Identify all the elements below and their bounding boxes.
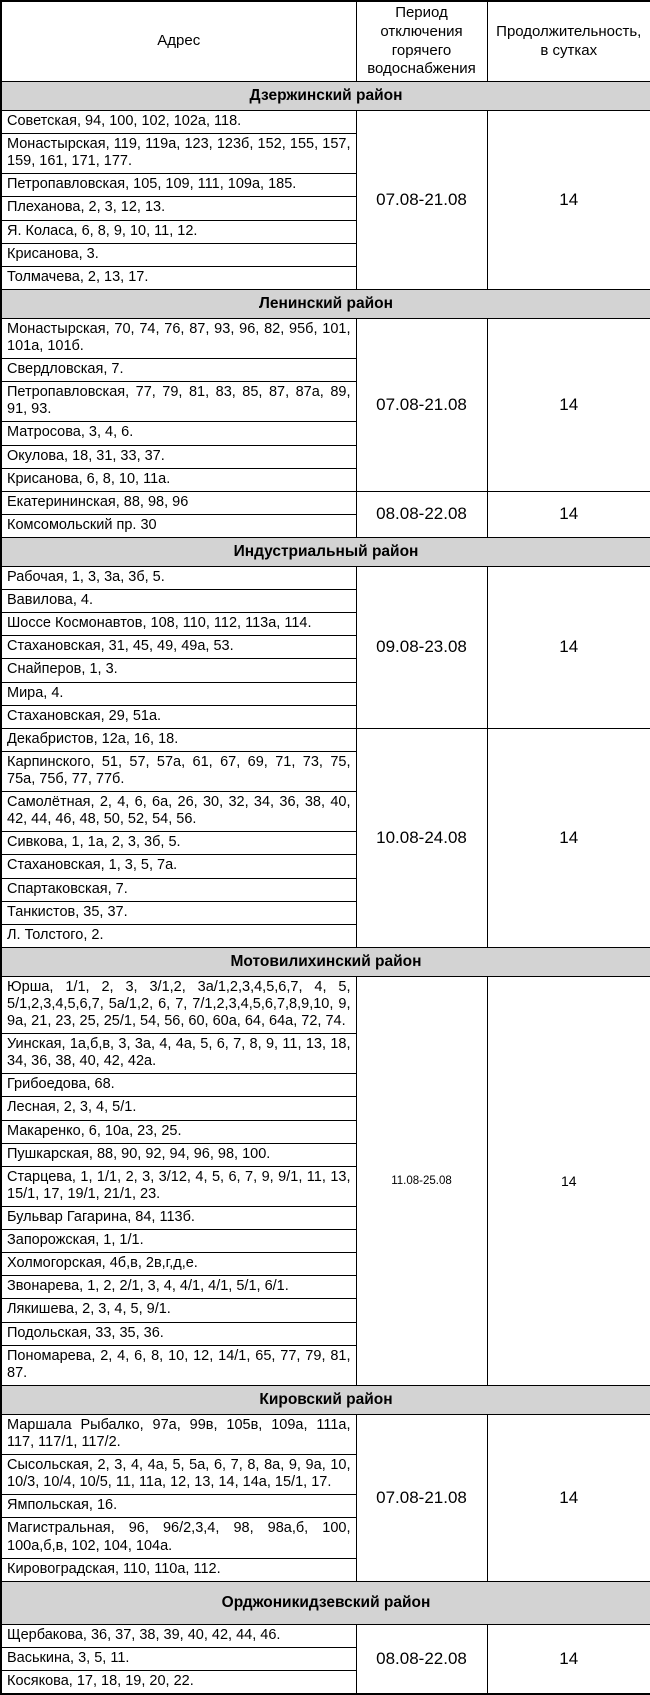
- period-cell: 09.08-23.08: [356, 566, 487, 728]
- column-header-duration: Продолжительность, в сутках: [487, 1, 650, 82]
- address-cell: Монастырская, 70, 74, 76, 87, 93, 96, 82, 95б, 101, 101а, 101б.: [1, 318, 356, 358]
- address-cell: Вавилова, 4.: [1, 590, 356, 613]
- period-cell: 08.08-22.08: [356, 1624, 487, 1694]
- address-cell: Кировоградская, 110, 110а, 112.: [1, 1558, 356, 1581]
- address-cell: Толмачева, 2, 13, 17.: [1, 266, 356, 289]
- address-cell: Плеханова, 2, 3, 12, 13.: [1, 197, 356, 220]
- address-cell: Звонарева, 1, 2, 2/1, 3, 4, 4/1, 4/1, 5/1, 6/1.: [1, 1276, 356, 1299]
- duration-cell: 14: [487, 728, 650, 947]
- period-cell: 11.08-25.08: [356, 976, 487, 1385]
- address-cell: Декабристов, 12а, 16, 18.: [1, 728, 356, 751]
- duration-cell: 14: [487, 1624, 650, 1694]
- address-cell: Ямпольская, 16.: [1, 1495, 356, 1518]
- address-cell: Свердловская, 7.: [1, 359, 356, 382]
- address-cell: Монастырская, 119, 119а, 123, 123б, 152, 155, 157, 159, 161, 171, 177.: [1, 134, 356, 174]
- address-cell: Макаренко, 6, 10а, 23, 25.: [1, 1120, 356, 1143]
- address-row: [1, 728, 650, 751]
- address-cell: Карпинского, 51, 57, 57а, 61, 67, 69, 71, 73, 75, 75а, 75б, 77, 77б.: [1, 751, 356, 791]
- address-row: [1, 976, 650, 1033]
- address-cell: Стахановская, 29, 51а.: [1, 705, 356, 728]
- duration-cell: 14: [487, 491, 650, 537]
- address-cell: Рабочая, 1, 3, 3а, 3б, 5.: [1, 566, 356, 589]
- section-band-row: [1, 82, 650, 111]
- address-row: [1, 318, 650, 358]
- section-header: Кировский район: [1, 1385, 650, 1414]
- address-cell: Петропавловская, 77, 79, 81, 83, 85, 87, 87а, 89, 91, 93.: [1, 382, 356, 422]
- duration-cell: 14: [487, 318, 650, 491]
- duration-cell: 14: [487, 976, 650, 1385]
- address-cell: Спартаковская, 7.: [1, 878, 356, 901]
- address-cell: Пономарева, 2, 4, 6, 8, 10, 12, 14/1, 65, 77, 79, 81, 87.: [1, 1345, 356, 1385]
- duration-cell: 14: [487, 566, 650, 728]
- period-cell: 07.08-21.08: [356, 318, 487, 491]
- address-cell: Окулова, 18, 31, 33, 37.: [1, 445, 356, 468]
- address-cell: Стахановская, 1, 3, 5, 7а.: [1, 855, 356, 878]
- address-cell: Петропавловская, 105, 109, 111, 109а, 185.: [1, 174, 356, 197]
- duration-cell: 14: [487, 1414, 650, 1581]
- address-cell: Щербакова, 36, 37, 38, 39, 40, 42, 44, 46.: [1, 1624, 356, 1647]
- period-cell: 10.08-24.08: [356, 728, 487, 947]
- address-row: [1, 1414, 650, 1454]
- address-cell: Крисанова, 6, 8, 10, 11а.: [1, 468, 356, 491]
- address-cell: Старцева, 1, 1/1, 2, 3, 3/12, 4, 5, 6, 7, 9, 9/1, 11, 13, 15/1, 17, 19/1, 21/1, 23.: [1, 1166, 356, 1206]
- address-cell: Комсомольский пр. 30: [1, 514, 356, 537]
- section-header: Дзержинский район: [1, 82, 650, 111]
- section-header: Орджоникидзевский район: [1, 1581, 650, 1624]
- address-cell: Матросова, 3, 4, 6.: [1, 422, 356, 445]
- address-cell: Екатерининская, 88, 98, 96: [1, 491, 356, 514]
- address-cell: Снайперов, 1, 3.: [1, 659, 356, 682]
- section-band-row: [1, 1581, 650, 1624]
- period-cell: 07.08-21.08: [356, 111, 487, 290]
- address-row: [1, 111, 650, 134]
- period-cell: 08.08-22.08: [356, 491, 487, 537]
- address-cell: Самолётная, 2, 4, 6, 6а, 26, 30, 32, 34, 36, 38, 40, 42, 44, 46, 48, 50, 52, 54, 56.: [1, 792, 356, 832]
- address-cell: Танкистов, 35, 37.: [1, 901, 356, 924]
- address-row: [1, 1624, 650, 1647]
- section-band-row: [1, 289, 650, 318]
- address-cell: Стахановская, 31, 45, 49, 49а, 53.: [1, 636, 356, 659]
- address-cell: Васькина, 3, 5, 11.: [1, 1647, 356, 1670]
- address-cell: Советская, 94, 100, 102, 102а, 118.: [1, 111, 356, 134]
- address-cell: Шоссе Космонавтов, 108, 110, 112, 113а, 114.: [1, 613, 356, 636]
- section-header: Индустриальный район: [1, 537, 650, 566]
- section-band-row: [1, 1385, 650, 1414]
- section-band-row: [1, 947, 650, 976]
- address-row: [1, 566, 650, 589]
- duration-cell: 14: [487, 111, 650, 290]
- address-cell: Маршала Рыбалко, 97а, 99в, 105в, 109а, 111а, 117, 117/1, 117/2.: [1, 1414, 356, 1454]
- address-cell: Лесная, 2, 3, 4, 5/1.: [1, 1097, 356, 1120]
- section-header: Ленинский район: [1, 289, 650, 318]
- address-cell: Магистральная, 96, 96/2,3,4, 98, 98а,б, 100, 100а,б,в, 102, 104, 104а.: [1, 1518, 356, 1558]
- period-cell: 07.08-21.08: [356, 1414, 487, 1581]
- address-cell: Бульвар Гагарина, 84, 113б.: [1, 1207, 356, 1230]
- address-cell: Уинская, 1а,б,в, 3, 3а, 4, 4а, 5, 6, 7, 8, 9, 11, 13, 18, 34, 36, 38, 40, 42, 42а.: [1, 1034, 356, 1074]
- address-row: [1, 491, 650, 514]
- address-cell: Сивкова, 1, 1а, 2, 3, 3б, 5.: [1, 832, 356, 855]
- address-cell: Я. Коласа, 6, 8, 9, 10, 11, 12.: [1, 220, 356, 243]
- section-band-row: [1, 537, 650, 566]
- address-cell: Подольская, 33, 35, 36.: [1, 1322, 356, 1345]
- address-cell: Запорожская, 1, 1/1.: [1, 1230, 356, 1253]
- address-cell: Юрша, 1/1, 2, 3, 3/1,2, 3а/1,2,3,4,5,6,7, 4, 5, 5/1,2,3,4,5,6,7, 5а/1,2, 6, 7, 7/1,2,3,4,5,6,7,8,9,10, 9, 9а, 21, 23, 25, 25/1, 54, 56, 60, 60а, 64, 64а, 72, 74.: [1, 976, 356, 1033]
- header-row: [1, 1, 650, 82]
- address-cell: Лякишева, 2, 3, 4, 5, 9/1.: [1, 1299, 356, 1322]
- address-cell: Л. Толстого, 2.: [1, 924, 356, 947]
- column-header-period: Период отключения горячего водоснабжения: [356, 1, 487, 82]
- address-cell: Грибоедова, 68.: [1, 1074, 356, 1097]
- table-body: [1, 82, 650, 1695]
- address-cell: Косякова, 17, 18, 19, 20, 22.: [1, 1671, 356, 1695]
- address-cell: Мира, 4.: [1, 682, 356, 705]
- column-header-address: Адрес: [1, 1, 356, 82]
- address-cell: Пушкарская, 88, 90, 92, 94, 96, 98, 100.: [1, 1143, 356, 1166]
- section-header: Мотовилихинский район: [1, 947, 650, 976]
- address-cell: Холмогорская, 4б,в, 2в,г,д,е.: [1, 1253, 356, 1276]
- address-cell: Крисанова, 3.: [1, 243, 356, 266]
- address-cell: Сысольская, 2, 3, 4, 4а, 5, 5а, 6, 7, 8, 8а, 9, 9а, 10, 10/3, 10/4, 10/5, 11, 11а, 12, 13, 14, 14а, 15/1, 17.: [1, 1455, 356, 1495]
